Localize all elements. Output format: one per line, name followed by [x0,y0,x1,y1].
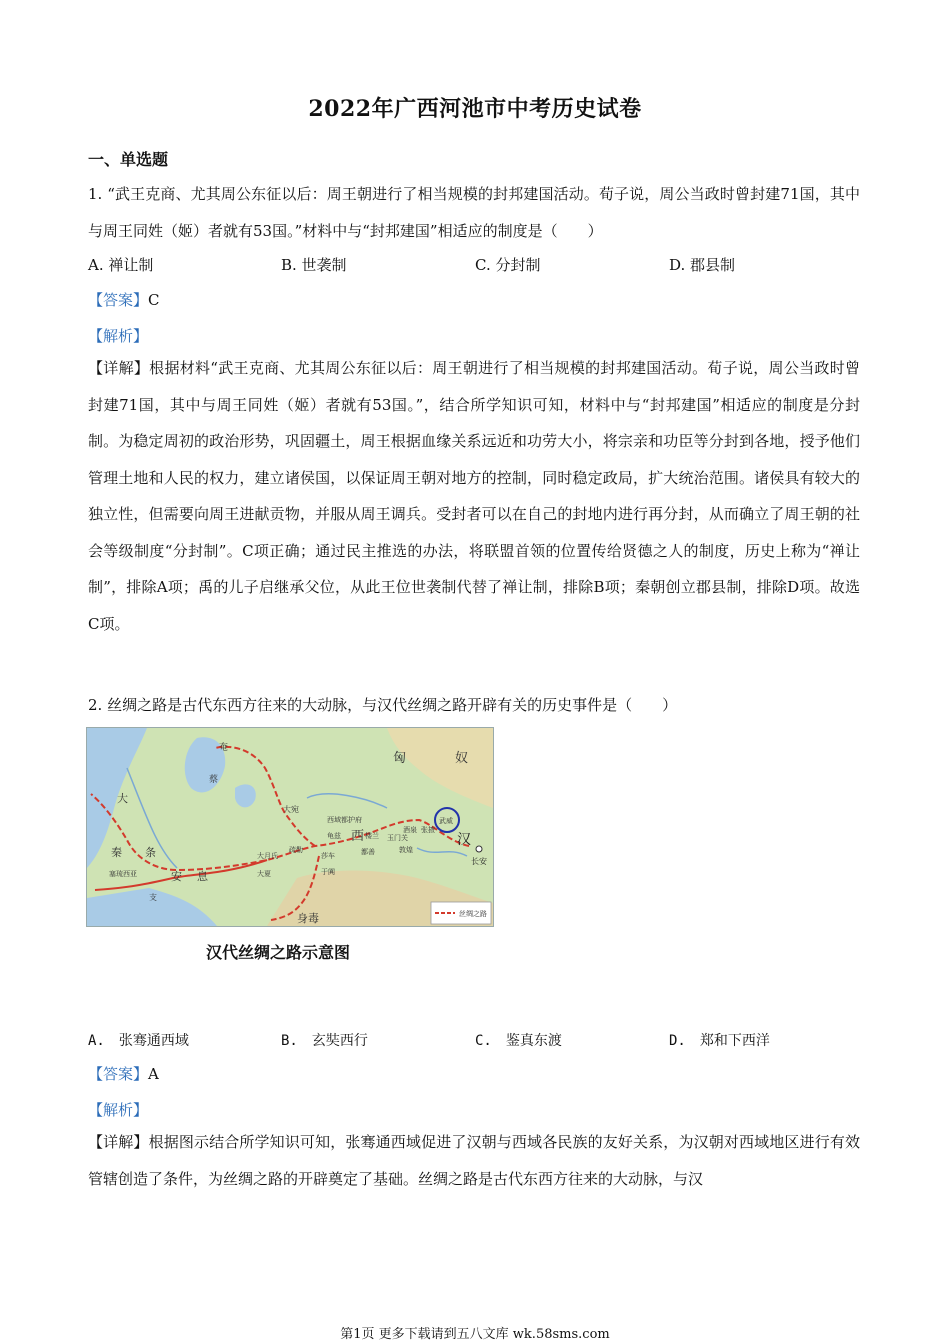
q1-option-c: C. 分封制 [475,256,541,274]
silk-road-map-svg [87,728,493,926]
map-label-da: 大 [117,792,128,805]
map-label-loulan: 楼兰 [365,832,379,840]
q2-option-d: D. 郑和下西洋 [669,1033,770,1049]
map-label-dayuan: 大宛 [283,805,299,814]
q2-detail [88,1124,860,1197]
map-label-xi: 西 [351,829,365,844]
map-label-daxia: 大夏 [257,870,271,878]
map-legend-label: 丝绸之路 [459,910,487,918]
map-label-tiao: 条 [145,846,156,859]
map-label-xiongnu2: 奴 [455,751,469,766]
q2-option-a: A. 张骞通西域 [88,1033,189,1049]
q1-option-a: A. 禅让制 [88,256,154,274]
map-label-xiongnu1: 匈 [393,751,407,766]
q1-option-d: D. 郡县制 [669,256,736,274]
q1-answer-tag: 【答案】 [88,291,149,309]
q1-detail-tag: 【详解】 [88,359,150,377]
q2-detail-text: 根据图示结合所学知识可知，张骞通西域促进了汉朝与西域各民族的友好关系，为汉朝对西域地区进行有效管辖创造了条件，为丝绸之路的开辟奠定了基础。丝绸之路是古代东西方往来的大动脉，与汉 [88,1133,860,1188]
q2-analysis-line [88,1099,148,1120]
q1-detail-text: 根据材料“武王克商、尤其周公东征以后：周王朝进行了相当规模的封邦建国活动。荀子说，周公当政时曾封建71国，其中与周王同姓（姬）者就有53国。”，结合所学知识可知，材料中与“封邦建国”相适应的制度是分封制。为稳定周初的政治形势，巩固疆土，周王根据血缘关系远近和功劳大小，将宗亲和功臣等分封到各地，授予他们管理土地和人民的权力，建立诸侯国，以保证周王朝对地方的控制，同时稳定政局，扩大统治范围。诸侯具有较大的独立性，但需要向周王进献贡物，并服从周王调兵。受封者可以在自己的封地内进行再分封，从而确立了周王朝的社会等级制度“分封制”。C项正确；通过民主推选的办法，将联盟首领的位置传给贤德之人的制度，历史上称为“禅让制”，排除A项；禹的儿子启继承父位，从此王位世袭制代替了禅让制，排除B项；秦朝创立郡县制，排除D项。故选C项。 [88,359,860,633]
map-label-ruoqiang: 鄯善 [361,848,375,856]
q2-option-c: C. 鉴真东渡 [475,1033,562,1049]
map-label-xi2: 息 [197,870,208,883]
q1-analysis-tag: 【解析】 [88,327,149,345]
map-label-duhufu: 西域都护府 [327,816,362,824]
q1-detail [88,350,860,642]
map-label-saiboxiya: 塞琉西亚 [109,870,137,878]
map-label-dayuezhi: 大月氏 [257,852,278,860]
q2-answer-tag: 【答案】 [88,1065,149,1083]
q2-answer-value: A [148,1065,159,1083]
map-label-qin: 秦 [111,846,122,859]
map-label-yan: 奄 [219,743,229,753]
map-label-dunhuang: 敦煌 [399,846,413,854]
map-label-jiuquan: 酒泉 [403,826,417,834]
q2-option-b: B. 玄奘西行 [281,1033,368,1049]
q1-answer-line [88,289,160,310]
page-footer: 第1页 更多下载请到五八文库 wk.58sms.com [340,1327,610,1342]
q1-analysis-line [88,325,148,346]
map-label-changan: 长安 [471,857,487,866]
q2-stem: 2. 丝绸之路是古代东西方往来的大动脉，与汉代丝绸之路开辟有关的历史事件是（ ） [88,696,678,714]
q1-stem: 1. “武王克商、尤其周公东征以后：周王朝进行了相当规模的封邦建国活动。荀子说，周公当政时曾封建71国，其中与周王同姓（姬）者就有53国。”材料中与“封邦建国”相适应的制度是（ ） [88,185,860,240]
map-label-an: 安 [171,870,182,883]
map-label-zhi: 支 [149,893,157,902]
q2-analysis-tag: 【解析】 [88,1101,149,1119]
map-caption: 汉代丝绸之路示意图 [206,943,351,962]
silk-road-map [86,727,494,927]
map-label-shache: 莎车 [321,852,335,860]
map-label-zhangye: 张掖 [421,826,435,834]
q2-detail-tag: 【详解】 [88,1133,149,1151]
map-label-cai: 蔡 [209,775,219,785]
map-label-wuwei: 武威 [439,817,453,825]
q1-option-b: B. 世袭制 [281,256,347,274]
q1-answer-value: C [148,291,160,309]
map-label-qiuci: 龟兹 [327,832,341,840]
page-title: 2022年广西河池市中考历史试卷 [308,96,642,122]
section-heading: 一、单选题 [88,150,169,169]
map-label-han: 汉 [457,832,471,848]
q2-answer-line [88,1063,159,1084]
map-label-shendu: 身毒 [297,912,319,925]
map-label-yumenguan: 玉门关 [387,834,408,842]
map-label-yutian: 于阗 [321,868,335,876]
map-label-shule: 疏勒 [289,846,303,854]
